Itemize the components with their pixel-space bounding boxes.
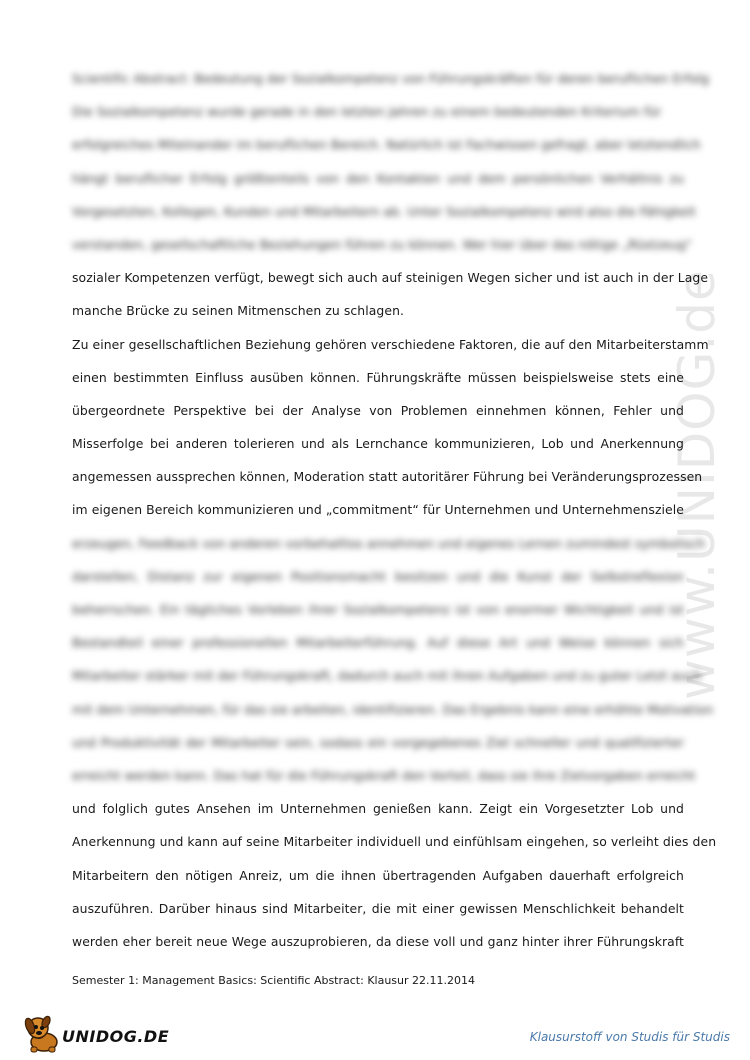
text-line: Mitarbeitern den nötigen Anreiz, um die ihnen übertragenden Aufgaben dauerhaft erfolgreich	[72, 867, 684, 883]
text-line: Zu einer gesellschaftlichen Beziehung gehören verschiedene Faktoren, die auf den Mitarbeiterstamm	[72, 336, 709, 352]
text-line: und Produktivität der Mitarbeiter sein, sodass ein vorgegebenes Ziel schneller und qualifizierter	[72, 734, 684, 750]
text-line: Misserfolge bei anderen tolerieren und als Lernchance kommunizieren, Lob und Anerkennung	[72, 436, 684, 452]
text-line: darstellen, Distanz zur eigenen Positionsmacht besitzen und die Kunst der Selbstreflexion	[72, 568, 684, 584]
text-line: und folglich gutes Ansehen im Unternehmen genießen kann. Zeigt ein Vorgesetzter Lob und	[72, 801, 684, 817]
footer-course-info: Semester 1: Management Basics: Scientific Abstract: Klausur 22.11.2014	[72, 974, 476, 987]
text-line: Vorgesetzten, Kollegen, Kunden und Mitarbeitern ab. Unter Sozialkompetenz wird also die Fähigkeit	[72, 203, 696, 219]
watermark: www.UNIDOG.de	[668, 269, 726, 700]
text-line: verstanden, gesellschaftliche Beziehungen führen zu können. Wer hier über das nötige „Rüstzeug“	[72, 236, 693, 252]
logo-text: UNIDOG.DE	[62, 1027, 170, 1046]
text-line: auszuführen. Darüber hinaus sind Mitarbeiter, die mit einer gewissen Menschlichkeit behandelt	[72, 900, 684, 916]
text-line: hängt beruflicher Erfolg größtenteils von den Kontakten und dem persönlichen Verhältnis zu	[72, 170, 684, 186]
text-line: erfolgreiches Miteinander im beruflichen Bereich. Natürlich ist Fachwissen gefragt, aber letztendlich	[72, 137, 701, 153]
text-line-title: Scientific Abstract: Bedeutung der Sozialkompetenz von Führungskräften für deren beruflichen Erfolg	[72, 71, 710, 86]
text-line: erzeugen, Feedback von anderen vorbehaltlos annehmen und eigenes Lernen zumindest symbolisch	[72, 535, 706, 551]
text-line: Mitarbeiter stärker mit der Führungskraft, dadurch auch mit ihren Aufgaben und zu guter Letzt auch	[72, 668, 702, 684]
text-line: sozialer Kompetenzen verfügt, bewegt sich auch auf steinigen Wegen sicher und ist auch in der Lage	[72, 270, 709, 286]
text-line: beherrschen. Ein tägliches Vorleben ihrer Sozialkompetenz ist von enormer Wichtigkeit und ist	[72, 602, 684, 617]
text-line: erreicht werden kann. Das hat für die Führungskraft den Vorteil, dass sie ihre Zielvorgaben erreicht	[72, 767, 696, 783]
text-line: übergeordnete Perspektive bei der Analyse von Problemen einnehmen können, Fehler und	[72, 402, 684, 418]
unidog-logo[interactable]	[22, 1012, 170, 1054]
text-line: manche Brücke zu seinen Mitmenschen zu schlagen.	[72, 303, 405, 319]
text-line: Anerkennung und kann auf seine Mitarbeiter individuell und einfühlsam eingehen, so verleiht dies den	[72, 834, 717, 850]
text-line: angemessen aussprechen können, Moderation statt autoritärer Führung bei Veränderungsprozessen	[72, 469, 703, 485]
footer-tagline: Klausurstoff von Studis für Studis	[529, 1030, 730, 1044]
dog-icon	[22, 1012, 66, 1054]
text-line: mit dem Unternehmen, für das sie arbeiten, identifizieren. Das Ergebnis kann eine erhöhte Motivation	[72, 701, 714, 717]
text-line: Die Sozialkompetenz wurde gerade in den letzten Jahren zu einem bedeutenden Kriterium für	[72, 104, 662, 120]
text-line: werden eher bereit neue Wege auszuprobieren, da diese voll und ganz hinter ihrer Führungskraft	[72, 933, 684, 949]
text-line: Bestandteil einer professionellen Mitarbeiterführung. Auf diese Art und Weise können sich	[72, 635, 684, 651]
text-line: einen bestimmten Einfluss ausüben können. Führungskräfte müssen beispielsweise stets eine	[72, 369, 684, 385]
text-line: im eigenen Bereich kommunizieren und „commitment“ für Unternehmen und Unternehmensziele	[72, 502, 684, 518]
